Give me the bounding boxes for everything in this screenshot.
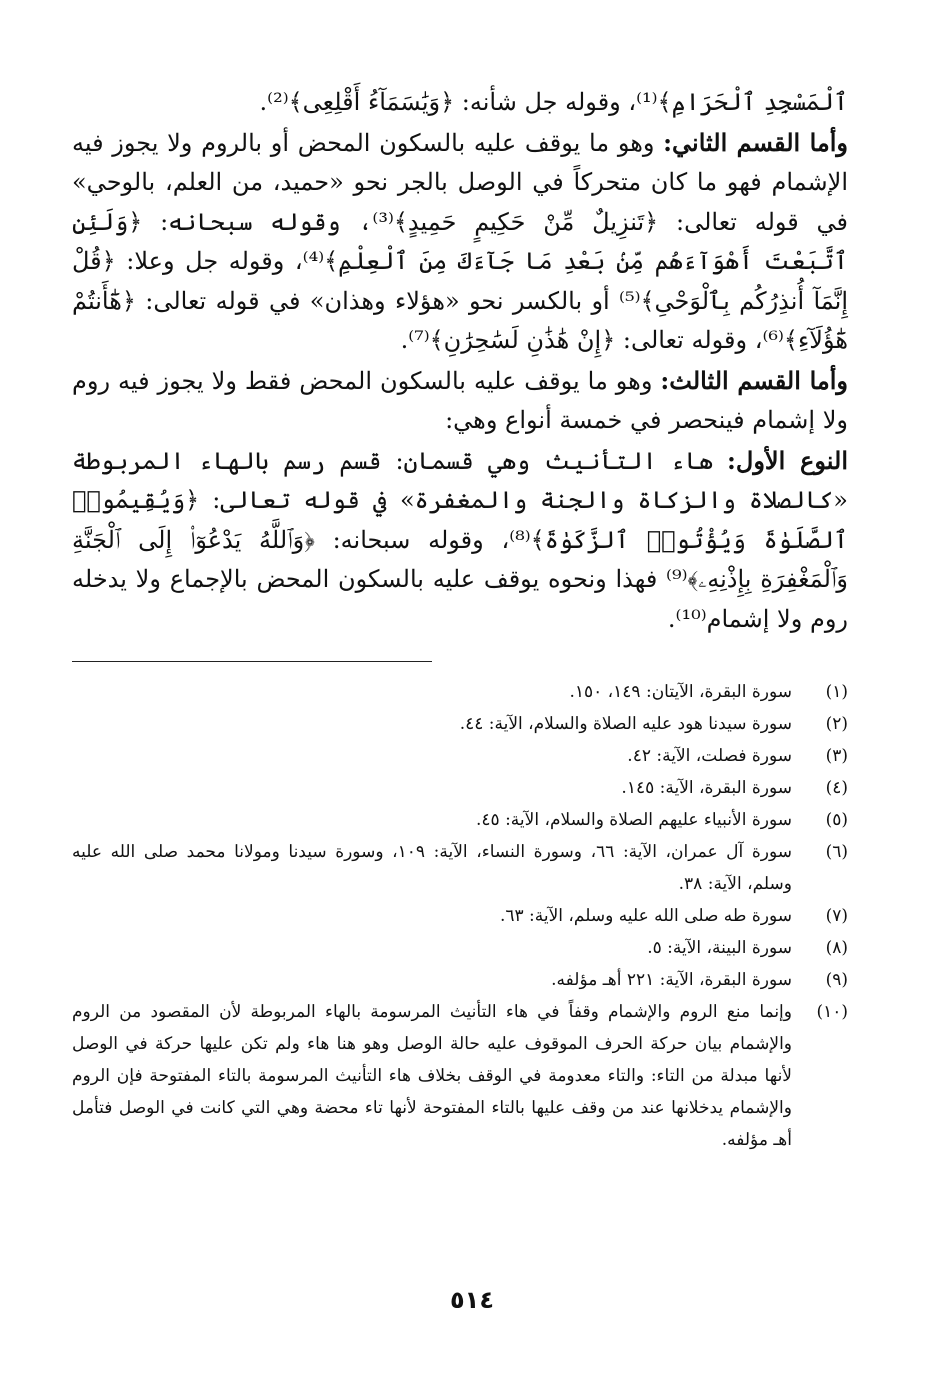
footnote-text: سورة البقرة، الآيتان: ١٤٩، ١٥٠. <box>569 682 792 702</box>
footnote-number: (٧) <box>825 906 848 926</box>
footnote-separator-wrap <box>72 661 848 662</box>
footnote-separator <box>72 661 432 662</box>
footnote-text: سورة آل عمران، الآية: ٦٦، وسورة النساء، الآية: ١٠٩، وسورة سيدنا ومولانا محمد صلى الله عليه وسلم، الآية: ٣٨. <box>72 842 792 894</box>
paragraph-text: وهو ما يوقف عليه بالسكون المحض أو بالروم ولا يجوز فيه الإشمام فهو ما كان متحركاً في الوصل بالجر نحو «حميد، من العلم، بالوحي» في قوله تعالى: ﴿تَنزِيلٌ مِّنْ حَكِيمٍ حَمِيدٍ﴾⁽³⁾، وقوله سبحانه: ﴿وَلَئِنِ ٱتَّبَعْتَ أَهْوَآءَهُم مِّنۢ بَعْدِ مَا جَآءَكَ مِنَ ٱلْعِلْمِ﴾⁽⁴⁾، وقوله جل وعلا: ﴿قُلْ إِنَّمَآ أُنذِرُكُم بِٱلْوَحْىِ﴾⁽⁵⁾ أو بالكسر نحو «هؤلاء وهذان» في قوله تعالى: ﴿هَٰٓأَنتُمْ هَٰٓؤُلَآءِ﴾⁽⁶⁾، وقوله تعالى: ﴿إِنْ هَٰذَٰنِ لَسَٰحِرَٰنِ﴾⁽⁷⁾. <box>72 128 848 354</box>
paragraph-text: وهو ما يوقف عليه بالسكون المحض فقط ولا يجوز فيه روم ولا إشمام فينحصر في خمسة أنواع وهي: <box>72 366 848 434</box>
footnote-text: سورة البقرة، الآية: ٢٢١ أهـ مؤلفه. <box>551 970 792 990</box>
footnote-number: (١) <box>825 682 848 702</box>
footnote-number: (٦) <box>825 842 848 862</box>
footnote-number: (١٠) <box>816 1002 848 1022</box>
footnote-text: سورة فصلت، الآية: ٤٢. <box>627 746 792 766</box>
paragraph-lead: وأما القسم الثالث: <box>660 365 848 395</box>
footnote-item <box>72 932 848 964</box>
footnote-text: سورة البقرة، الآية: ١٤٥. <box>621 778 792 798</box>
page-body <box>72 82 848 1156</box>
footnotes <box>72 676 848 1156</box>
footnote-text: وإنما منع الروم والإشمام وقفاً في هاء التأنيث المرسومة بالهاء المربوطة لأن المقصود من الروم والإشمام بيان حركة الحرف الموقوف عليه حالة الوصل وهو هنا هاء ولم تكن عليها حركة في الوصل لأنها مبدلة من التاء: والتاء معدومة في الوقف بخلاف هاء التأنيث المرسومة بالتاء المفتوحة فإن الروم والإشمام يدخلانها عند من وقف عليها بالتاء المفتوحة لأنها تاء محضة وهي التي كانت في الوصل فتأمل أهـ مؤلفه. <box>72 1002 792 1150</box>
footnote-item <box>72 804 848 836</box>
footnote-text: سورة سيدنا هود عليه الصلاة والسلام، الآية: ٤٤. <box>459 714 792 734</box>
paragraph-text: هاء التأنيث وهي قسمان: قسم رسم بالهاء المربوطة «كالصلاة والزكاة والجنة والمغفرة» في قوله تعالى: ﴿وَيُقِيمُوا۟ ٱلصَّلَوٰةَ وَيُؤْتُوا۟ ٱلزَّكَوٰةَ﴾⁽⁸⁾، وقوله سبحانه: ﴿وَٱللَّهُ يَدْعُوٓا۟ إِلَى ٱلْجَنَّةِ وَٱلْمَغْفِرَةِ بِإِذْنِهِۦ﴾⁽⁹⁾ فهذا ونحوه يوقف عليه بالسكون المحض بالإجماع ولا يدخله روم ولا إشمام⁽¹⁰⁾. <box>72 446 849 633</box>
paragraph-1 <box>72 82 848 123</box>
footnote-number: (٥) <box>825 810 848 830</box>
footnote-item <box>72 740 848 772</box>
footnote-item <box>72 996 848 1156</box>
footnote-item <box>72 676 848 708</box>
footnote-item <box>72 772 848 804</box>
footnote-text: سورة الأنبياء عليهم الصلاة والسلام، الآية: ٤٥. <box>476 810 792 830</box>
footnote-text: سورة البينة، الآية: ٥. <box>647 938 792 958</box>
footnote-text: سورة طه صلى الله عليه وسلم، الآية: ٦٣. <box>499 906 792 926</box>
footnote-number: (٢) <box>825 714 848 734</box>
footnote-item <box>72 900 848 932</box>
page-number: ٥١٤ <box>450 1286 494 1314</box>
footnote-item <box>72 708 848 740</box>
paragraph-lead: النوع الأول: <box>727 445 848 475</box>
paragraph-3 <box>72 361 848 441</box>
footnote-number: (٤) <box>825 778 848 798</box>
footnote-item <box>72 964 848 996</box>
footnote-number: (٣) <box>825 746 848 766</box>
footnote-item <box>72 836 848 900</box>
footnote-number: (٩) <box>825 970 848 990</box>
paragraph-4 <box>72 441 848 640</box>
footnote-number: (٨) <box>825 938 848 958</box>
paragraph-text: ٱلْمَسْجِدِ ٱلْحَرَامِ﴾⁽¹⁾، وقوله جل شأنه: ﴿وَيَٰسَمَآءُ أَقْلِعِى﴾⁽²⁾. <box>259 88 848 116</box>
paragraph-2 <box>72 123 848 361</box>
paragraph-lead: وأما القسم الثاني: <box>663 127 849 157</box>
